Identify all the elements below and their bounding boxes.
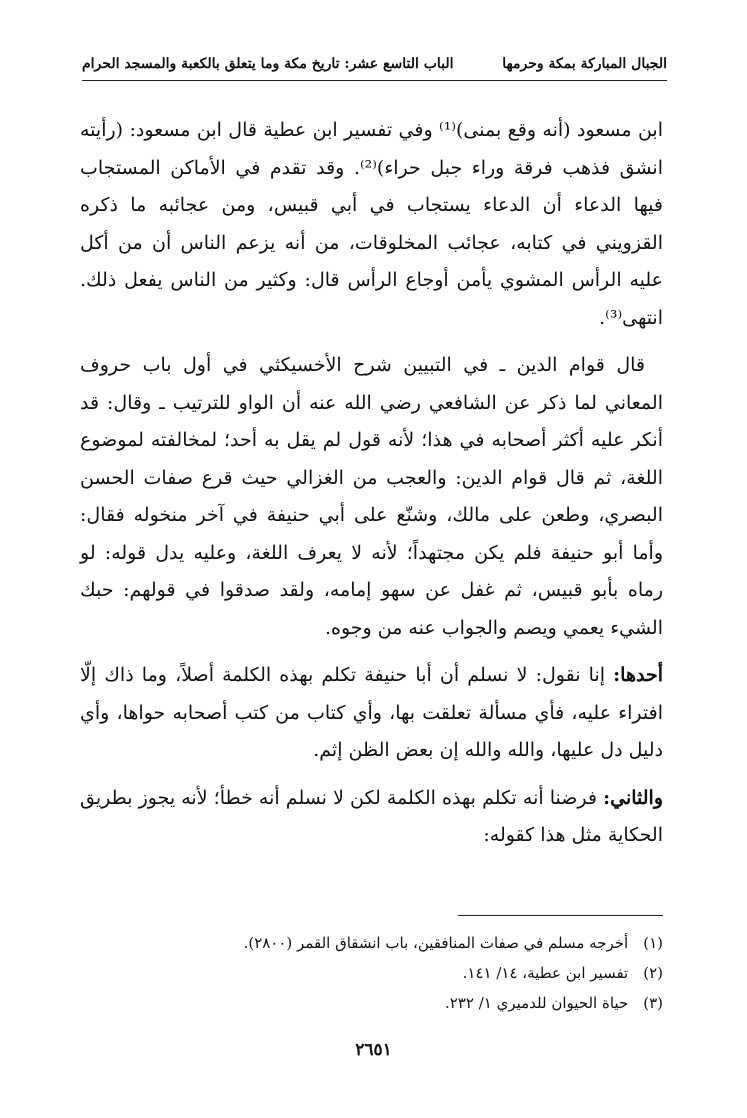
footnote-1-number: (١) bbox=[643, 934, 663, 952]
header-book-section: الجبال المباركة بمكة وحرمها bbox=[502, 56, 667, 72]
header-divider bbox=[82, 80, 667, 81]
footnote-divider bbox=[458, 915, 663, 916]
header-chapter-title: الباب التاسع عشر: تاريخ مكة وما يتعلق بالكعبة والمسجد الحرام bbox=[82, 56, 454, 72]
footnote-2-number: (٢) bbox=[643, 964, 663, 982]
footnote-1-text: أخرجه مسلم في صفات المنافقين، باب انشقاق القمر (٢٨٠٠). bbox=[243, 934, 629, 952]
paragraph-1 bbox=[80, 112, 663, 337]
footnote-1 bbox=[80, 928, 663, 958]
paragraph-4-lead: والثاني: bbox=[603, 786, 663, 809]
paragraph-3-text: إنا نقول: لا نسلم أن أبا حنيفة تكلم بهذه الكلمة أصلاً، وما ذاك إلّا افتراء عليه، فأي مسألة تعلقت بها، وأي كتاب من كتب أصحابه حواها، وأي دليل دل عليها، والله والله إن بعض الظن إثم. bbox=[80, 664, 663, 761]
paragraph-4-text: فرضنا أنه تكلم بهذه الكلمة لكن لا نسلم أنه خطأ؛ لأنه يجوز بطريق الحكاية مثل هذا كقوله: bbox=[80, 786, 663, 846]
paragraph-2-text: قال قوام الدين ـ في التبيين شرح الأخسيكثي في أول باب حروف المعاني لما ذكر عن الشافعي رضي الله عنه أن الواو للترتيب ـ وقال: قد أنكر عليه أكثر أصحابه في هذا؛ لأنه قول لم يقل به أحد؛ لمخالفته لموضوع اللغة، ثم قال قوام الدين: والعجب من الغزالي حيث قرع صفات الحسن البصري، وطعن على مالك، وشنّع على أبي حنيفة في آخر منخوله فقال: وأما أبو حنيفة فلم يكن مجتهداً؛ لأنه لا يعرف اللغة، وعليه يدل قوله: لو رماه بأبو قبيس، ثم غفل عن سهو إمامه، ولقد صدقوا في قولهم: حبك الشيء يعمي ويصم والجواب عنه من وجوه. bbox=[80, 354, 663, 639]
paragraph-3-lead: أحدها: bbox=[613, 664, 663, 686]
running-header bbox=[82, 52, 667, 78]
footnote-3-text: حياة الحيوان للدميري ١/ ٢٣٢. bbox=[444, 994, 629, 1012]
footnote-3 bbox=[80, 988, 663, 1018]
footnote-3-number: (٣) bbox=[643, 994, 663, 1012]
paragraph-1-text: ابن مسعود (أنه وقع بمنى)⁽¹⁾ وفي تفسير ابن عطية قال ابن مسعود: (رأيته انشق فذهب فرقة وراء جبل حراء)⁽²⁾. وقد تقدم في الأماكن المستجاب فيها الدعاء أن الدعاء يستجاب في أبي قبيس، ومن عجائبه ما ذكره القزويني في كتابه، عجائب المخلوقات، من أنه يزعم الناس أن من أكل عليه الرأس المشوي يأمن أوجاع الرأس قال: وكثير من الناس يفعل ذلك. انتهى⁽³⁾. bbox=[80, 119, 663, 329]
main-text bbox=[80, 112, 663, 855]
footnote-2-text: تفسير ابن عطية، ١٤/ ١٤١. bbox=[462, 964, 629, 982]
footnote-2 bbox=[80, 958, 663, 988]
paragraph-4 bbox=[80, 780, 663, 855]
footnotes bbox=[80, 928, 663, 1018]
page-number: ٢٦٥١ bbox=[355, 1040, 392, 1060]
paragraph-3 bbox=[80, 657, 663, 770]
paragraph-2 bbox=[80, 347, 663, 647]
